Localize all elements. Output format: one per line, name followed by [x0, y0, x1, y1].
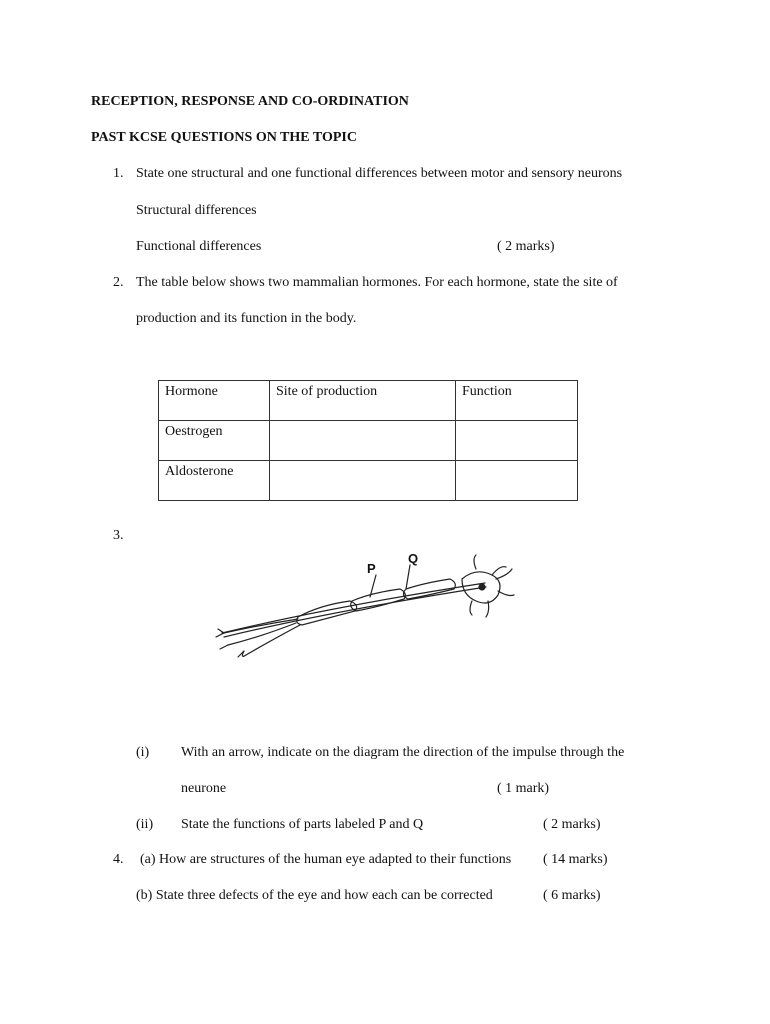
terminal-branch — [242, 625, 300, 656]
table-cell[interactable] — [456, 461, 578, 501]
q1-structural-label: Structural differences — [136, 203, 257, 218]
axon-line — [224, 587, 486, 637]
q4-a-text: (a) How are structures of the human eye adapted to their functions — [140, 852, 512, 867]
label-q: Q — [408, 551, 419, 566]
q3-ii-text: State the functions of parts labeled P and Q — [181, 817, 424, 832]
q3-ii-marks: ( 2 marks) — [543, 817, 601, 832]
q1-functional-label: Functional differences — [136, 239, 262, 254]
label-q-pointer — [406, 565, 410, 589]
myelin-segment — [297, 601, 357, 625]
label-p: P — [367, 561, 376, 576]
dendrite — [470, 555, 514, 617]
q2-number: 2. — [113, 275, 124, 290]
q4-b-text: (b) State three defects of the eye and how each can be corrected — [136, 888, 493, 903]
neuron-diagram — [210, 545, 520, 670]
q3-ii-number: (ii) — [136, 817, 154, 832]
page-title: RECEPTION, RESPONSE AND CO-ORDINATION — [91, 94, 409, 109]
q3-i-text-line1: With an arrow, indicate on the diagram the direction of the impulse through the — [181, 745, 625, 760]
q1-text: State one structural and one functional differences between motor and sensory neurons — [136, 166, 623, 181]
q4-b-marks: ( 6 marks) — [543, 888, 601, 903]
table-cell: Aldosterone — [159, 461, 270, 501]
table-header-row — [159, 381, 578, 421]
table-header: Hormone — [159, 381, 270, 421]
q1-number: 1. — [113, 166, 124, 181]
q2-text-line2: production and its function in the body. — [136, 311, 357, 326]
q2-text-line1: The table below shows two mammalian hormones. For each hormone, state the site of — [136, 275, 618, 290]
q4-number: 4. — [113, 852, 124, 867]
table-cell[interactable] — [270, 421, 456, 461]
q3-i-text-line2: neurone — [181, 781, 227, 796]
hormone-table — [158, 380, 578, 501]
table-header: Site of production — [270, 381, 456, 421]
table-row — [159, 421, 578, 461]
table-cell[interactable] — [456, 421, 578, 461]
q3-number: 3. — [113, 528, 124, 543]
myelin-segment — [351, 589, 406, 611]
table-cell: Oestrogen — [159, 421, 270, 461]
page-subtitle: PAST KCSE QUESTIONS ON THE TOPIC — [91, 130, 357, 145]
q3-i-number: (i) — [136, 745, 150, 760]
table-cell[interactable] — [270, 461, 456, 501]
table-header: Function — [456, 381, 578, 421]
q3-i-marks: ( 1 mark) — [497, 781, 550, 796]
q1-marks: ( 2 marks) — [497, 239, 555, 254]
table-row — [159, 461, 578, 501]
q4-a-marks: ( 14 marks) — [543, 852, 608, 867]
nucleus — [479, 584, 485, 590]
